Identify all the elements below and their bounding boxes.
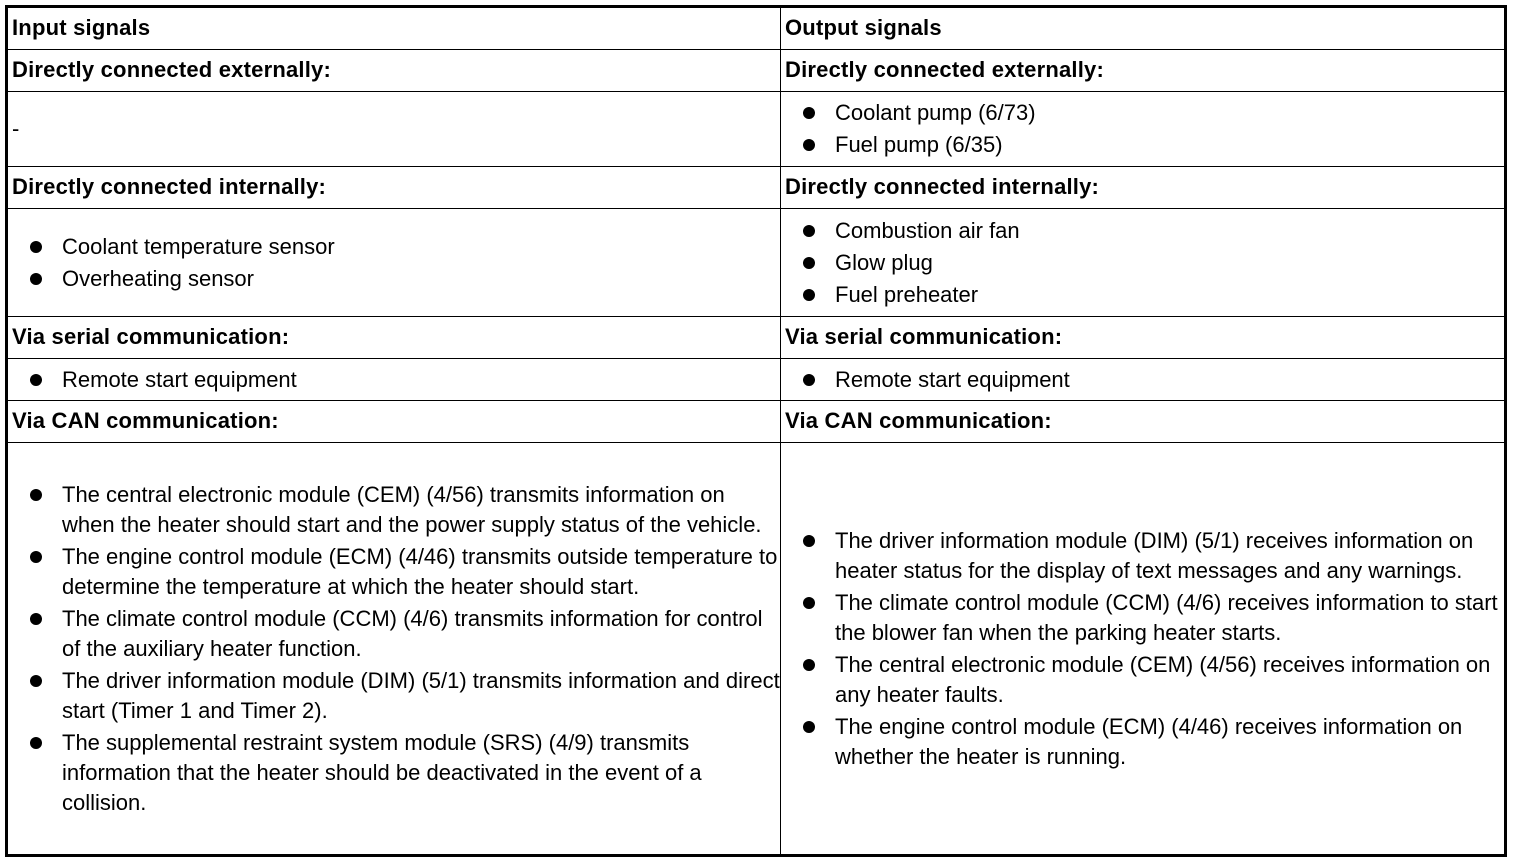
output-bullet-list (781, 214, 1504, 312)
output-section-heading: Directly connected externally: (785, 57, 1105, 82)
output-section-heading: Via serial communication: (785, 324, 1063, 349)
input-section-body (8, 443, 781, 854)
input-bullet-list (8, 230, 780, 296)
input-section-body (8, 92, 781, 166)
list-item: Combustion air fan (781, 216, 1504, 246)
list-item: Fuel pump (6/35) (781, 130, 1504, 160)
output-section-body (781, 92, 1504, 166)
list-item: The climate control module (CCM) (4/6) receives information to start the blower fan when the parking heater starts. (781, 588, 1504, 648)
list-item: The supplemental restraint system module (SRS) (4/9) transmits information that the heater should be deactivated in the event of a collision. (8, 728, 780, 818)
output-section-body (781, 209, 1504, 316)
input-section-body (8, 209, 781, 316)
list-item: The engine control module (ECM) (4/46) transmits outside temperature to determine the temperature at which the heater should start. (8, 542, 780, 602)
list-item: Coolant pump (6/73) (781, 98, 1504, 128)
list-item: The central electronic module (CEM) (4/56) receives information on any heater faults. (781, 650, 1504, 710)
output-section-heading: Directly connected internally: (785, 174, 1100, 199)
list-item: Glow plug (781, 248, 1504, 278)
section-body-row (8, 443, 1504, 854)
list-item: The driver information module (DIM) (5/1) transmits information and direct start (Timer 1 and Timer 2). (8, 666, 780, 726)
list-item: Coolant temperature sensor (8, 232, 780, 262)
section-body-row (8, 209, 1504, 317)
list-item: The driver information module (DIM) (5/1) receives information on heater status for the display of text messages and any warnings. (781, 526, 1504, 586)
input-section-heading: Via CAN communication: (8, 401, 781, 442)
section-heading-row (8, 167, 1504, 209)
section-body-row (8, 359, 1504, 401)
list-item: Remote start equipment (781, 365, 1504, 395)
output-bullet-list (781, 96, 1504, 162)
input-bullet-list (8, 478, 780, 820)
list-item: The central electronic module (CEM) (4/56) transmits information on when the heater should start and the power supply status of the vehicle. (8, 480, 780, 540)
list-item: Overheating sensor (8, 264, 780, 294)
output-signals-header: Output signals (785, 15, 942, 40)
output-bullet-list (781, 363, 1504, 397)
table-header-row (8, 8, 1504, 50)
list-item: The engine control module (ECM) (4/46) receives information on whether the heater is running. (781, 712, 1504, 772)
section-heading-row (8, 317, 1504, 359)
input-bullet-list (8, 363, 780, 397)
output-bullet-list (781, 524, 1504, 774)
input-signals-header: Input signals (8, 8, 781, 49)
input-section-heading: Directly connected externally: (8, 50, 781, 91)
signals-table (5, 5, 1507, 857)
empty-dash: - (12, 116, 20, 141)
input-section-heading: Directly connected internally: (8, 167, 781, 208)
list-item: The climate control module (CCM) (4/6) transmits information for control of the auxiliary heater function. (8, 604, 780, 664)
section-heading-row (8, 50, 1504, 92)
output-section-heading: Via CAN communication: (785, 408, 1052, 433)
input-section-body (8, 359, 781, 400)
section-heading-row (8, 401, 1504, 443)
input-section-heading: Via serial communication: (8, 317, 781, 358)
output-section-body (781, 359, 1504, 400)
section-body-row (8, 92, 1504, 167)
list-item: Remote start equipment (8, 365, 780, 395)
output-section-body (781, 443, 1504, 854)
list-item: Fuel preheater (781, 280, 1504, 310)
